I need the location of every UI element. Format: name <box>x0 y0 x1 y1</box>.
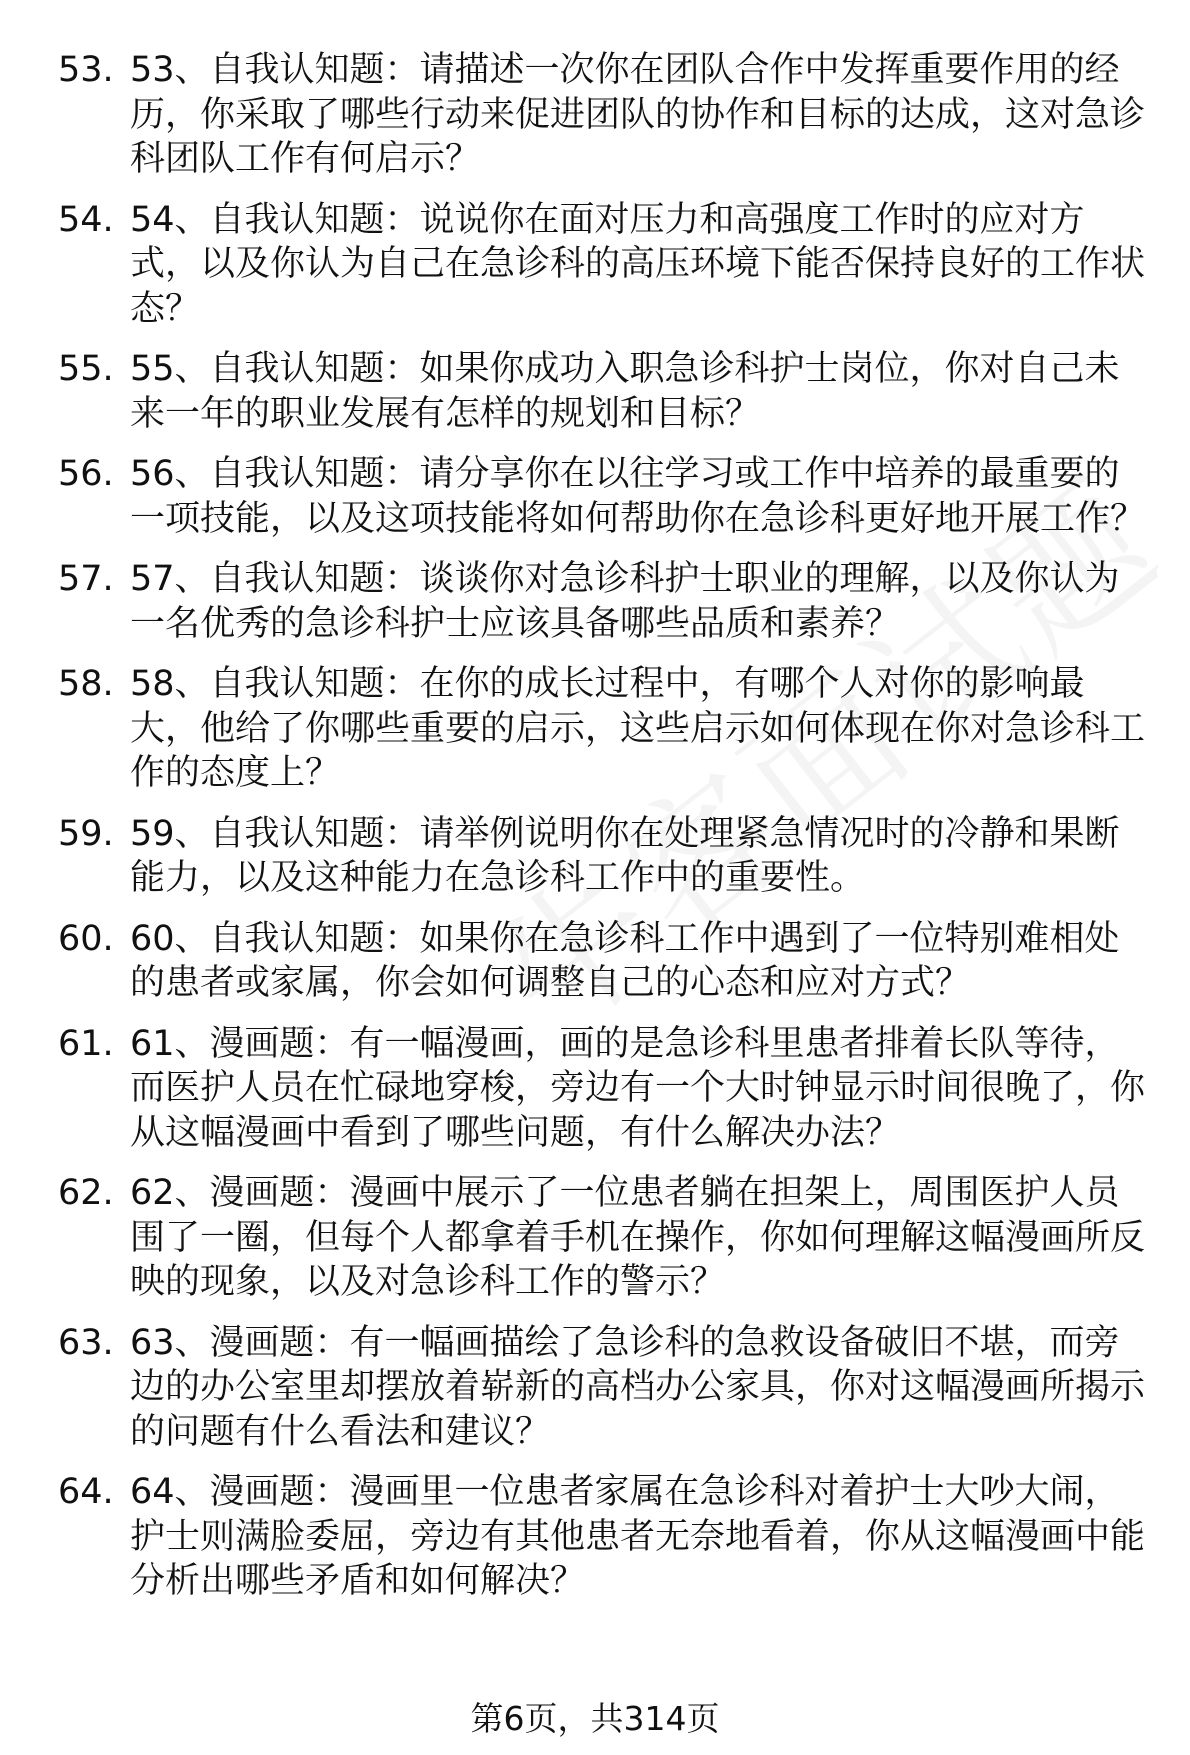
question-number: 54. <box>58 199 114 240</box>
question-text: 60、自我认知题：如果你在急诊科工作中遇到了一位特别难相处的患者或家属，你会如何调整自己的心态和应对方式？ <box>130 918 1120 1003</box>
page-footer <box>0 1699 1190 1739</box>
question-item <box>0 347 1190 436</box>
question-text: 57、自我认知题：谈谈你对急诊科护士职业的理解，以及你认为一名优秀的急诊科护士应该具备哪些品质和素养？ <box>130 559 1120 644</box>
question-item <box>0 662 1190 796</box>
page-number-label: 第6页，共314页 <box>470 1699 720 1738</box>
question-text: 59、自我认知题：请举例说明你在处理紧急情况时的冷静和果断能力，以及这种能力在急诊科工作中的重要性。 <box>130 813 1120 898</box>
question-item <box>0 557 1190 646</box>
question-number: 57. <box>58 559 114 599</box>
question-number: 63. <box>58 1322 114 1363</box>
question-item <box>0 48 1190 182</box>
question-number: 59. <box>58 813 114 854</box>
question-text: 64、漫画题：漫画里一位患者家属在急诊科对着护士大吵大闹，护士则满脸委屈，旁边有其他患者无奈地看着，你从这幅漫画中能分析出哪些矛盾和如何解决？ <box>130 1472 1146 1601</box>
question-number: 60. <box>58 918 114 959</box>
question-item <box>0 1321 1190 1455</box>
question-text: 54、自我认知题：说说你在面对压力和高强度工作时的应对方式，以及你认为自己在急诊科的高压环境下能否保持良好的工作状态？ <box>130 199 1146 329</box>
question-list <box>0 48 1190 1620</box>
question-item <box>0 452 1190 541</box>
question-number: 61. <box>58 1023 114 1064</box>
question-item <box>0 812 1190 901</box>
question-number: 62. <box>58 1173 114 1213</box>
question-text: 56、自我认知题：请分享你在以往学习或工作中培养的最重要的一项技能，以及这项技能将如何帮助你在急诊科更好地开展工作？ <box>130 454 1146 539</box>
question-text: 61、漫画题：有一幅漫画，画的是急诊科里患者排着长队等待，而医护人员在忙碌地穿梭，旁边有一个大时钟显示时间很晚了，你从这幅漫画中看到了哪些问题，有什么解决办法？ <box>130 1023 1146 1153</box>
question-number: 64. <box>58 1472 114 1512</box>
question-text: 62、漫画题：漫画中展示了一位患者躺在担架上，周围医护人员围了一圈，但每个人都拿着手机在操作，你如何理解这幅漫画所反映的现象，以及对急诊科工作的警示？ <box>130 1173 1146 1302</box>
question-number: 58. <box>58 664 114 704</box>
question-number: 56. <box>58 454 114 494</box>
question-text: 53、自我认知题：请描述一次你在团队合作中发挥重要作用的经历，你采取了哪些行动来促进团队的协作和目标的达成，这对急诊科团队工作有何启示？ <box>130 50 1146 179</box>
question-text: 63、漫画题：有一幅画描绘了急诊科的急救设备破旧不堪，而旁边的办公室里却摆放着崭新的高档办公家具，你对这幅漫画所揭示的问题有什么看法和建议？ <box>130 1322 1146 1452</box>
question-text: 58、自我认知题：在你的成长过程中，有哪个人对你的影响最大，他给了你哪些重要的启示，这些启示如何体现在你对急诊科工作的态度上？ <box>130 664 1146 793</box>
question-number: 53. <box>58 50 114 90</box>
question-item <box>0 1022 1190 1156</box>
question-item <box>0 1470 1190 1604</box>
question-item <box>0 1171 1190 1305</box>
question-number: 55. <box>58 349 114 389</box>
question-item <box>0 198 1190 332</box>
question-text: 55、自我认知题：如果你成功入职急诊科护士岗位，你对自己未来一年的职业发展有怎样的规划和目标？ <box>130 349 1120 434</box>
question-item <box>0 917 1190 1006</box>
